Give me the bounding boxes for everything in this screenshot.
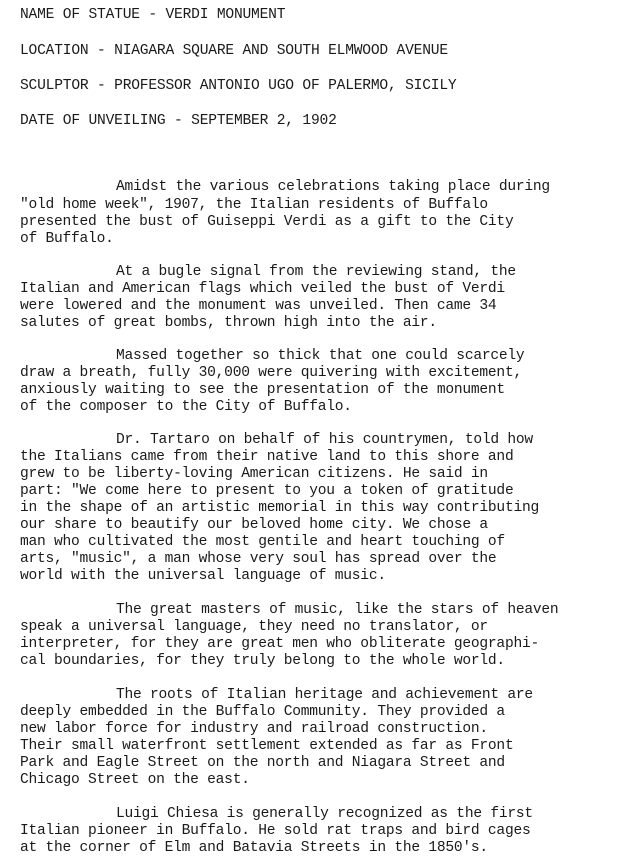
text-line: salutes of great bombs, thrown high into the air.	[20, 315, 437, 331]
location-line: LOCATION - NIAGARA SQUARE AND SOUTH ELMWOOD AVENUE	[20, 43, 448, 59]
text-line: "old home week", 1907, the Italian residents of Buffalo	[20, 197, 488, 213]
text-line: anxiously waiting to see the presentation of the monument	[20, 382, 505, 398]
text-line: Massed together so thick that one could scarcely	[116, 348, 525, 364]
sculptor-line: SCULPTOR - PROFESSOR ANTONIO UGO OF PALERMO, SICILY	[20, 78, 457, 94]
text-line: Luigi Chiesa is generally recognized as the first	[116, 806, 533, 822]
text-line: Italian pioneer in Buffalo. He sold rat traps and bird cages	[20, 823, 531, 839]
text-line: Amidst the various celebrations taking place during	[116, 179, 550, 195]
text-line: Chicago Street on the east.	[20, 772, 250, 788]
text-line: grew to be liberty-loving American citizens. He said in	[20, 466, 488, 482]
text-line: were lowered and the monument was unveiled. Then came 34	[20, 298, 497, 314]
text-line: Their small waterfront settlement extended as far as Front	[20, 738, 514, 754]
unveiling-date-line: DATE OF UNVEILING - SEPTEMBER 2, 1902	[20, 113, 337, 129]
text-line: speak a universal language, they need no translator, or	[20, 619, 488, 635]
text-line: in the shape of an artistic memorial in this way contributing	[20, 500, 539, 516]
text-line: The great masters of music, like the stars of heaven	[116, 602, 559, 618]
text-line: of the composer to the City of Buffalo.	[20, 399, 352, 415]
text-line: at the corner of Elm and Batavia Streets in the 1850's.	[20, 840, 488, 856]
text-line: the Italians came from their native land to this shore and	[20, 449, 514, 465]
text-line: our share to beautify our beloved home city. We chose a	[20, 517, 488, 533]
text-line: Dr. Tartaro on behalf of his countrymen, told how	[116, 432, 533, 448]
text-line: cal boundaries, for they truly belong to the whole world.	[20, 653, 505, 669]
text-line: man who cultivated the most gentile and heart touching of	[20, 534, 505, 550]
text-line: new labor force for industry and railroad construction.	[20, 721, 488, 737]
text-line: At a bugle signal from the reviewing stand, the	[116, 264, 516, 280]
text-line: presented the bust of Guiseppi Verdi as a gift to the City	[20, 214, 514, 230]
text-line: Italian and American flags which veiled the bust of Verdi	[20, 281, 505, 297]
text-line: part: "We come here to present to you a token of gratitude	[20, 483, 514, 499]
text-line: arts, "music", a man whose very soul has spread over the	[20, 551, 497, 567]
text-line: The roots of Italian heritage and achievement are	[116, 687, 533, 703]
text-line: of Buffalo.	[20, 231, 114, 247]
text-line: Park and Eagle Street on the north and Niagara Street and	[20, 755, 505, 771]
text-line: deeply embedded in the Buffalo Community. They provided a	[20, 704, 505, 720]
text-line: interpreter, for they are great men who obliterate geographi-	[20, 636, 539, 652]
text-line: world with the universal language of music.	[20, 568, 386, 584]
text-line: draw a breath, fully 30,000 were quivering with excitement,	[20, 365, 522, 381]
statue-name-line: NAME OF STATUE - VERDI MONUMENT	[20, 7, 286, 23]
